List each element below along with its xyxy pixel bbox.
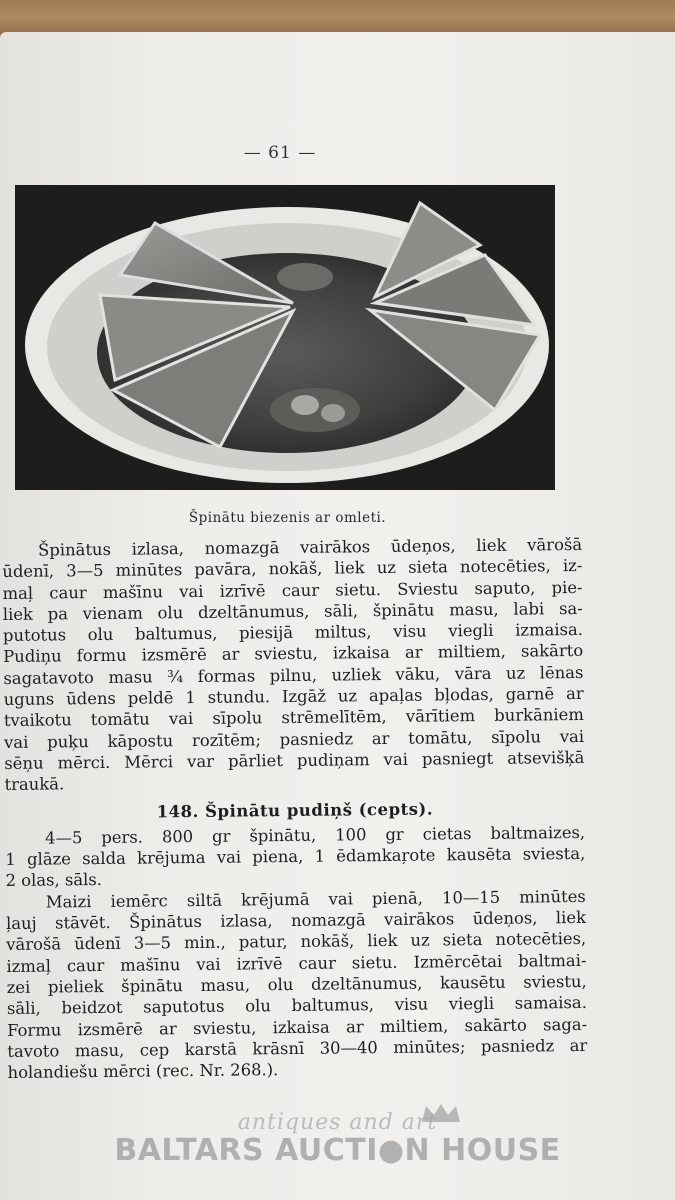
dish-photo (15, 185, 555, 490)
watermark-logo: BALTARS AUCTI●N HOUSE (114, 1133, 561, 1168)
text-line: liek pa vienam olu dzeltānumus, sāli, špinātu masu, labi sa- (2, 598, 583, 624)
text-line: zei pieliek špinātu masu, olu dzeltānumus, kausētu sviestu, (6, 971, 587, 997)
recipe-heading: 148. Špinātu pudiņš (cepts). (156, 799, 434, 821)
text-line: 1 glāze salda krējuma vai piena, 1 ēdamkaŗote kausēta sviesta, (5, 844, 586, 870)
paragraph-spinach-puree (2, 534, 585, 796)
ingredients (5, 822, 586, 892)
text-line: ļauj stāvēt. Špinātus izlasa, nomazgā vairākos ūdeņos, liek (5, 907, 587, 934)
text-line: sagatavoto masu ¾ formas pilnu, uzliek vāku, vāra uz lēnas (3, 662, 584, 688)
paragraph-spinach-pudding (6, 886, 588, 1084)
text-line: ūdenī, 3—5 minūtes pavāra, nokāš, liek uz sieta notecēties, iz- (2, 556, 583, 582)
watermark (0, 1110, 675, 1168)
page-number: — 61 — (243, 143, 317, 163)
text-line: vārošā ūdenī 3—5 min., patur, nokāš, liek uz sieta notecēties, (6, 929, 587, 955)
text-line: sēņu mērci. Mērci var pārliet pudiņam vai pasniegt atsevišķā (4, 747, 585, 773)
recipe-text (2, 534, 588, 1083)
watermark-tagline: antiques and art (237, 1110, 438, 1135)
text-line: Maizi iemērc siltā krējumā vai pienā, 10—15 minūtes (45, 886, 586, 912)
text-line: Formu izsmērē ar sviestu, izkaisa ar miltiem, sakārto saga- (7, 1014, 588, 1040)
text-line: traukā. (4, 774, 65, 795)
text-line: tvaikotu tomātu vai sīpolu strēmelītēm, vārītiem burkāniem (3, 705, 584, 731)
text-line: tavoto masu, cep karstā krāsnī 30—40 minūtes; pasniedz ar (7, 1035, 588, 1061)
text-line: maļ caur mašīnu vai izrīvē caur sietu. Sviestu saputo, pie- (2, 577, 583, 603)
text-line: Špinātus izlasa, nomazgā vairākos ūdeņos, liek vārošā (38, 534, 583, 560)
photo-caption: Špinātu biezenis ar omleti. (188, 510, 387, 526)
text-line: 4—5 pers. 800 gr špinātu, 100 gr cietas baltmaizes, (45, 822, 586, 848)
text-line: uguns ūdens peldē 1 stundu. Izgāž uz apaļas bļodas, garnē ar (3, 683, 584, 710)
text-line: sāli, beidzot saputotus olu baltumus, visu viegli samaisa. (6, 993, 587, 1019)
text-line: holandiešu mērci (rec. Nr. 268.). (7, 1060, 279, 1083)
text-line: vai puķu kāpostu rozītēm; pasniedz ar tomātu, sīpolu vai (4, 726, 585, 752)
text-line: 2 olas, sāls. (5, 870, 103, 891)
text-line: Pudiņu formu izsmērē ar sviestu, izkaisa ar miltiem, sakārto (3, 641, 584, 667)
text-line: izmaļ caur mašīnu vai izrīvē caur sietu. Izmērcētai baltmai- (6, 950, 587, 976)
dish-photo-image (15, 185, 555, 490)
text-line: putotus olu baltumus, piesijā miltus, visu viegli izmaisa. (2, 620, 584, 646)
